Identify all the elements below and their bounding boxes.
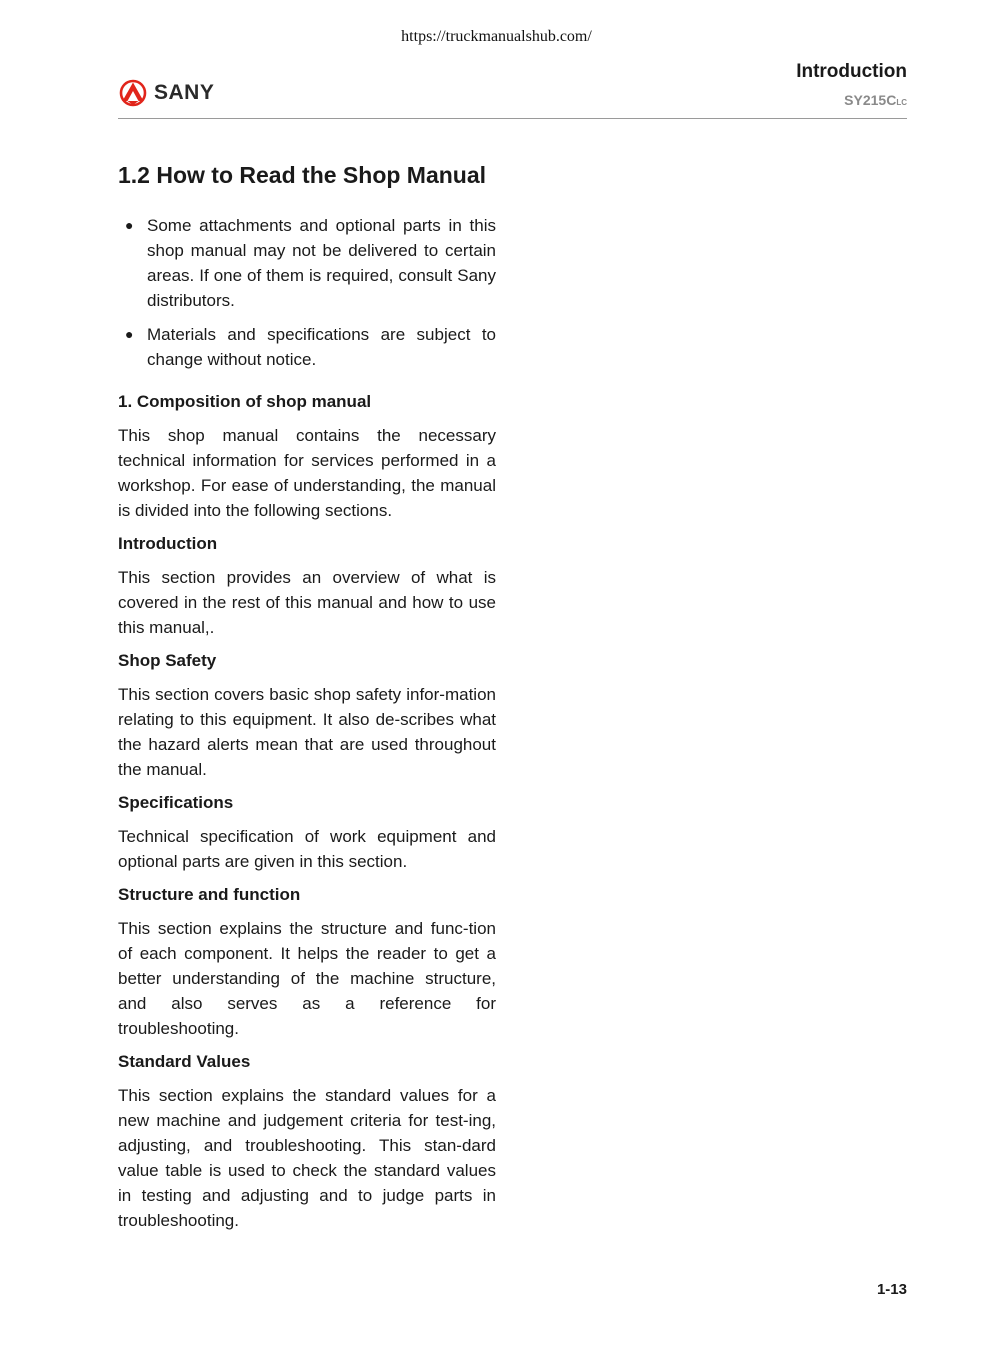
source-url[interactable]: https://truckmanualshub.com/ xyxy=(401,28,592,45)
list-item-text: Materials and specifications are subject to change without notice. xyxy=(147,325,496,369)
model-suffix: LC xyxy=(896,98,907,107)
sany-logo xyxy=(118,79,214,107)
section-body-shop-safety: This section covers basic shop safety infor-mation relating to this equipment. It also de-scribes what the hazard alerts mean that are used throughout the manual. xyxy=(118,685,496,779)
subsection-title: 1. Composition of shop manual xyxy=(118,392,372,411)
notes-list xyxy=(118,213,496,372)
main-content xyxy=(118,162,496,1233)
section-body-introduction: This section provides an overview of what is covered in the rest of this manual and how to use this manual,. xyxy=(118,568,496,637)
sany-logo-icon xyxy=(118,79,148,107)
header-divider xyxy=(118,118,907,119)
list-item xyxy=(118,213,496,313)
list-item-text: Some attachments and optional parts in this shop manual may not be delivered to certain areas. If one of them is required, consult Sany distributors. xyxy=(147,216,496,310)
section-heading-specifications: Specifications xyxy=(118,793,234,812)
section-heading-introduction: Introduction xyxy=(118,534,218,553)
list-item xyxy=(118,322,496,372)
section-heading-shop-safety: Shop Safety xyxy=(118,651,217,670)
page-header xyxy=(796,61,907,108)
subsection-intro: This shop manual contains the necessary technical information for services performed in a workshop. For ease of understanding, the manual is divided into the following sections. xyxy=(118,426,496,520)
header-title: Introduction xyxy=(796,61,907,82)
page-number: 1-13 xyxy=(876,1281,907,1298)
model-name: SY215C xyxy=(844,92,897,108)
bullet-icon: ● xyxy=(125,326,134,342)
header-model xyxy=(796,92,907,108)
section-heading-structure-and-function: Structure and function xyxy=(118,885,301,904)
section-heading-standard-values: Standard Values xyxy=(118,1052,251,1071)
section-body-specifications: Technical specification of work equipment and optional parts are given in this section. xyxy=(118,827,496,871)
section-body-structure-and-function: This section explains the structure and func-tion of each component. It helps the reader to get a better understanding of the machine structure, and also serves as a reference for troubleshooting. xyxy=(118,919,496,1038)
section-title: 1.2 How to Read the Shop Manual xyxy=(118,162,487,188)
bullet-icon: ● xyxy=(125,217,134,233)
section-body-standard-values: This section explains the standard values for a new machine and judgement criteria for test-ing, adjusting, and troubleshooting. This stan-dard value table is used to check the standard values in testing and adjusting and to judge parts in troubleshooting. xyxy=(118,1086,496,1230)
logo-text: SANY xyxy=(154,81,215,104)
